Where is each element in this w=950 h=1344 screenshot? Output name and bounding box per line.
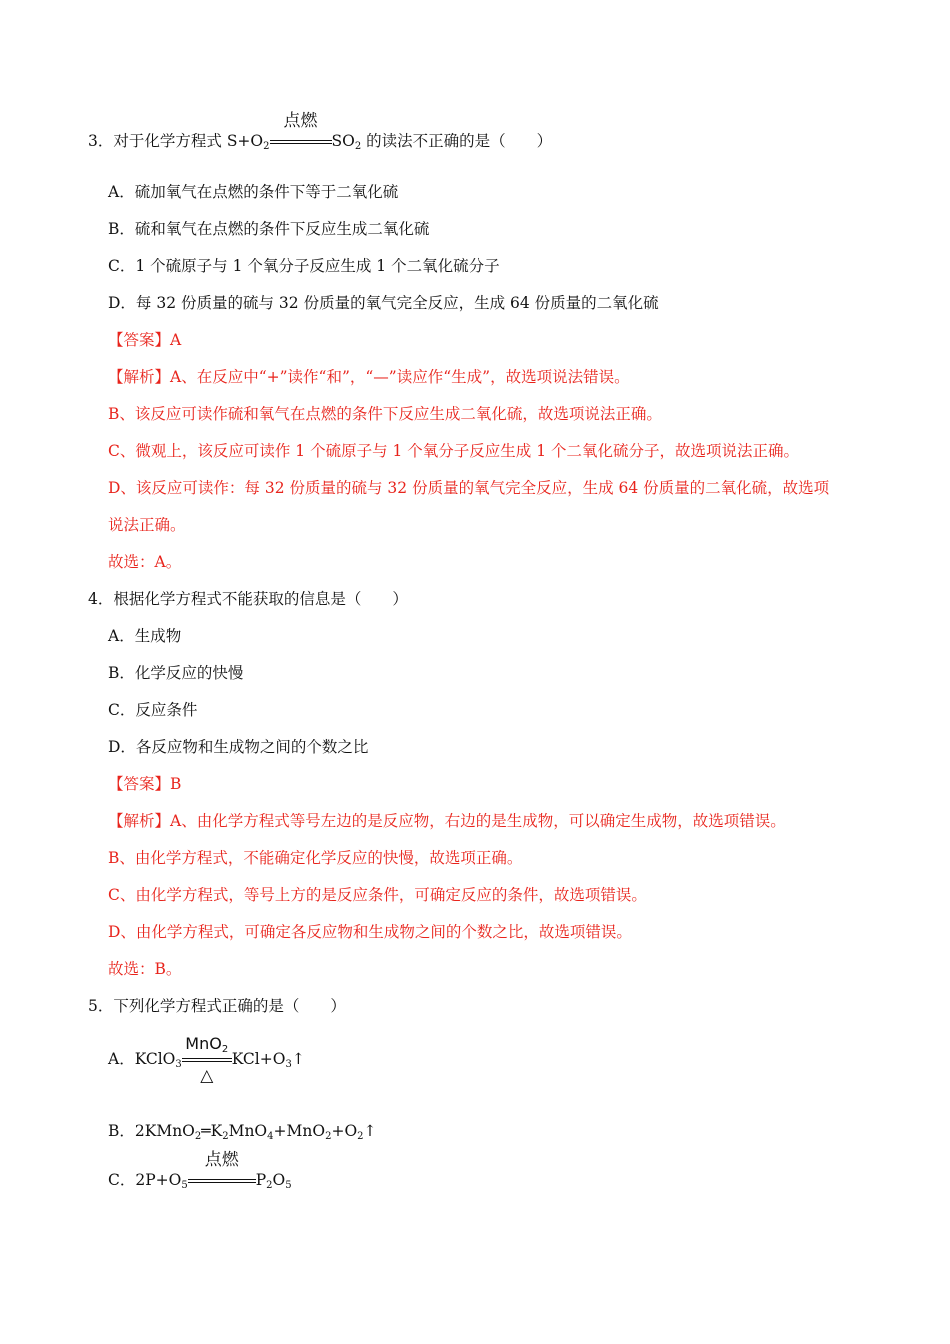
eq-right: SO bbox=[331, 132, 355, 150]
q4-conclusion: 故选：B。 bbox=[108, 960, 182, 978]
eq-right-sub: 3 bbox=[285, 1059, 292, 1070]
eq-right-sub: 5 bbox=[285, 1180, 292, 1191]
q3-analysis-line: D、该反应可读作：每 32 份质量的硫与 32 份质量的氧气完全反应，生成 64 份质量的二氧化硫，故选项 bbox=[108, 479, 830, 497]
question-3-stem bbox=[88, 111, 553, 152]
reaction-sign bbox=[182, 1034, 232, 1086]
eq-right-sub: 2 bbox=[266, 1180, 273, 1191]
q4-option-a: A．生成物 bbox=[108, 627, 182, 645]
q3-option-d: D．每 32 份质量的硫与 32 份质量的氧气完全反应，生成 64 份质量的二氧化硫 bbox=[108, 294, 659, 312]
eq-part: +MnO bbox=[273, 1122, 326, 1140]
q3-option-c: C．1 个硫原子与 1 个氧分子反应生成 1 个二氧化硫分子 bbox=[108, 257, 500, 275]
q4-analysis-line: B、由化学方程式，不能确定化学反应的快慢，故选项正确。 bbox=[108, 849, 523, 867]
q4-answer: 【答案】B bbox=[108, 775, 182, 793]
q3-answer: 【答案】A bbox=[108, 331, 182, 349]
q3-conclusion: 故选：A。 bbox=[108, 553, 182, 571]
gas-arrow: ↑ bbox=[291, 1050, 305, 1068]
q4-analysis-line: C、由化学方程式，等号上方的是反应条件，可确定反应的条件，故选项错误。 bbox=[108, 886, 647, 904]
q3-analysis-line: 说法正确。 bbox=[108, 516, 186, 534]
eq-right: KCl+O bbox=[231, 1050, 286, 1068]
q3-analysis-line: C、微观上，该反应可读作 1 个硫原子与 1 个氧分子反应生成 1 个二氧化硫分子，故选项说法正确。 bbox=[108, 442, 800, 460]
eq-right: P bbox=[255, 1171, 267, 1189]
reaction-sign bbox=[270, 111, 332, 151]
q3-analysis-line: 【解析】A、在反应中“+”读作“和”，“—”读应作“生成”，故选项说法错误。 bbox=[108, 368, 630, 386]
q3-equation bbox=[226, 111, 366, 152]
eq-part: MnO bbox=[228, 1122, 268, 1140]
q3-analysis-line: B、该反应可读作硫和氧气在点燃的条件下反应生成二氧化硫，故选项说法正确。 bbox=[108, 405, 662, 423]
eq-right: O bbox=[272, 1171, 286, 1189]
q3-option-a: A．硫加氧气在点燃的条件下等于二氧化硫 bbox=[108, 183, 399, 201]
catalyst-text bbox=[182, 1034, 232, 1054]
condition-text: 点燃 bbox=[283, 111, 318, 131]
eq-left-sub: 3 bbox=[175, 1059, 182, 1070]
eq-sub: 4 bbox=[267, 1131, 274, 1142]
gas-arrow: ↑ bbox=[363, 1122, 377, 1140]
eq-part: ═K bbox=[201, 1122, 223, 1140]
q4-analysis-line: D、由化学方程式，可确定各反应物和生成物之间的个数之比，故选项错误。 bbox=[108, 923, 632, 941]
q5-option-a bbox=[108, 1034, 305, 1086]
eq-part: B．2KMnO bbox=[108, 1122, 195, 1140]
eq-left-sub: 2 bbox=[263, 141, 270, 152]
q5-option-b bbox=[108, 1121, 377, 1141]
eq-left: S+O bbox=[226, 132, 264, 150]
eq-left-sub: 5 bbox=[181, 1180, 188, 1191]
eq-sub: 2 bbox=[194, 1131, 202, 1142]
condition-text: 点燃 bbox=[204, 1150, 239, 1170]
q4-option-c: C．反应条件 bbox=[108, 701, 198, 719]
q3-stem-suffix: 的读法不正确的是（ ） bbox=[366, 132, 553, 150]
eq-right-sub: 2 bbox=[354, 141, 362, 152]
eq-left: A．KClO bbox=[108, 1050, 176, 1068]
eq-part: +O bbox=[331, 1122, 358, 1140]
q4-analysis-line: 【解析】A、由化学方程式等号左边的是反应物，右边的是生成物，可以确定生成物，故选项错误。 bbox=[108, 812, 786, 830]
eq-left: C．2P+O bbox=[108, 1171, 182, 1189]
q3-stem-prefix: 3．对于化学方程式 bbox=[88, 132, 222, 150]
reaction-sign bbox=[188, 1150, 256, 1190]
eq-sub: 2 bbox=[325, 1131, 332, 1142]
question-4-stem: 4．根据化学方程式不能获取的信息是（ ） bbox=[88, 590, 408, 608]
q5-option-c bbox=[108, 1150, 292, 1191]
question-5-stem: 5．下列化学方程式正确的是（ ） bbox=[88, 997, 346, 1015]
q4-option-b: B．化学反应的快慢 bbox=[108, 664, 244, 682]
heat-symbol: △ bbox=[200, 1066, 214, 1086]
q4-option-d: D．各反应物和生成物之间的个数之比 bbox=[108, 738, 369, 756]
catalyst: MnO bbox=[185, 1034, 222, 1053]
eq-sub: 2 bbox=[357, 1131, 364, 1142]
catalyst-sub: 2 bbox=[221, 1044, 229, 1055]
q3-option-b: B．硫和氧气在点燃的条件下反应生成二氧化硫 bbox=[108, 220, 430, 238]
eq-sub: 2 bbox=[222, 1131, 229, 1142]
